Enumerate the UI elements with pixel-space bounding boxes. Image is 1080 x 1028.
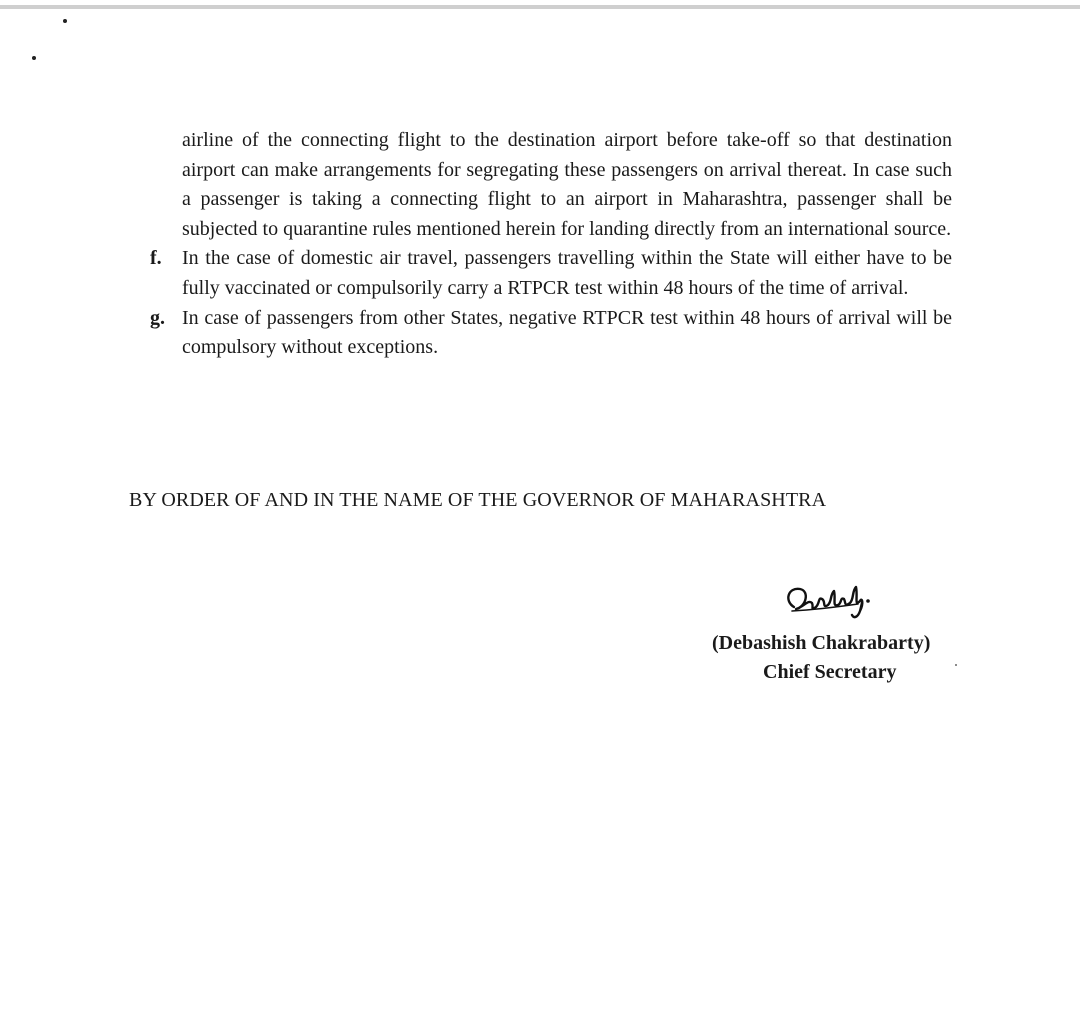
list-marker-f: f.	[150, 247, 162, 270]
list-item-g-text: In case of passengers from other States, negative RTPCR test within 48 hours of arrival will be compulsory without exceptions.	[182, 306, 952, 359]
signatory-title: Chief Secretary	[763, 661, 897, 683]
continuation-paragraph: airline of the connecting flight to the destination airport before take-off so that destination airport can make arrangements for segregating these passengers on arrival thereat. In case such a passenger is taking a connecting flight to an airport in Maharashtra, passenger shall be subjected to quarantine rules mentioned herein for landing directly from an international source.	[182, 129, 952, 240]
scan-speck	[32, 56, 36, 60]
signatory-name: (Debashish Chakrabarty)	[712, 632, 931, 654]
list-item-f	[150, 244, 952, 303]
list-item-f-text: In the case of domestic air travel, passengers travelling within the State will either have to be fully vaccinated or compulsorily carry a RTPCR test within 48 hours of the time of arrival.	[182, 247, 952, 299]
scan-speck	[955, 664, 957, 666]
page-top-border	[0, 5, 1080, 9]
governor-order-line: BY ORDER OF AND IN THE NAME OF THE GOVERNOR OF MAHARASHTRA	[129, 489, 827, 511]
list-item-g	[150, 304, 952, 363]
handwritten-signature	[780, 577, 880, 625]
list-marker-g: g.	[150, 306, 165, 329]
document-body	[150, 126, 952, 363]
scan-speck	[63, 19, 67, 23]
